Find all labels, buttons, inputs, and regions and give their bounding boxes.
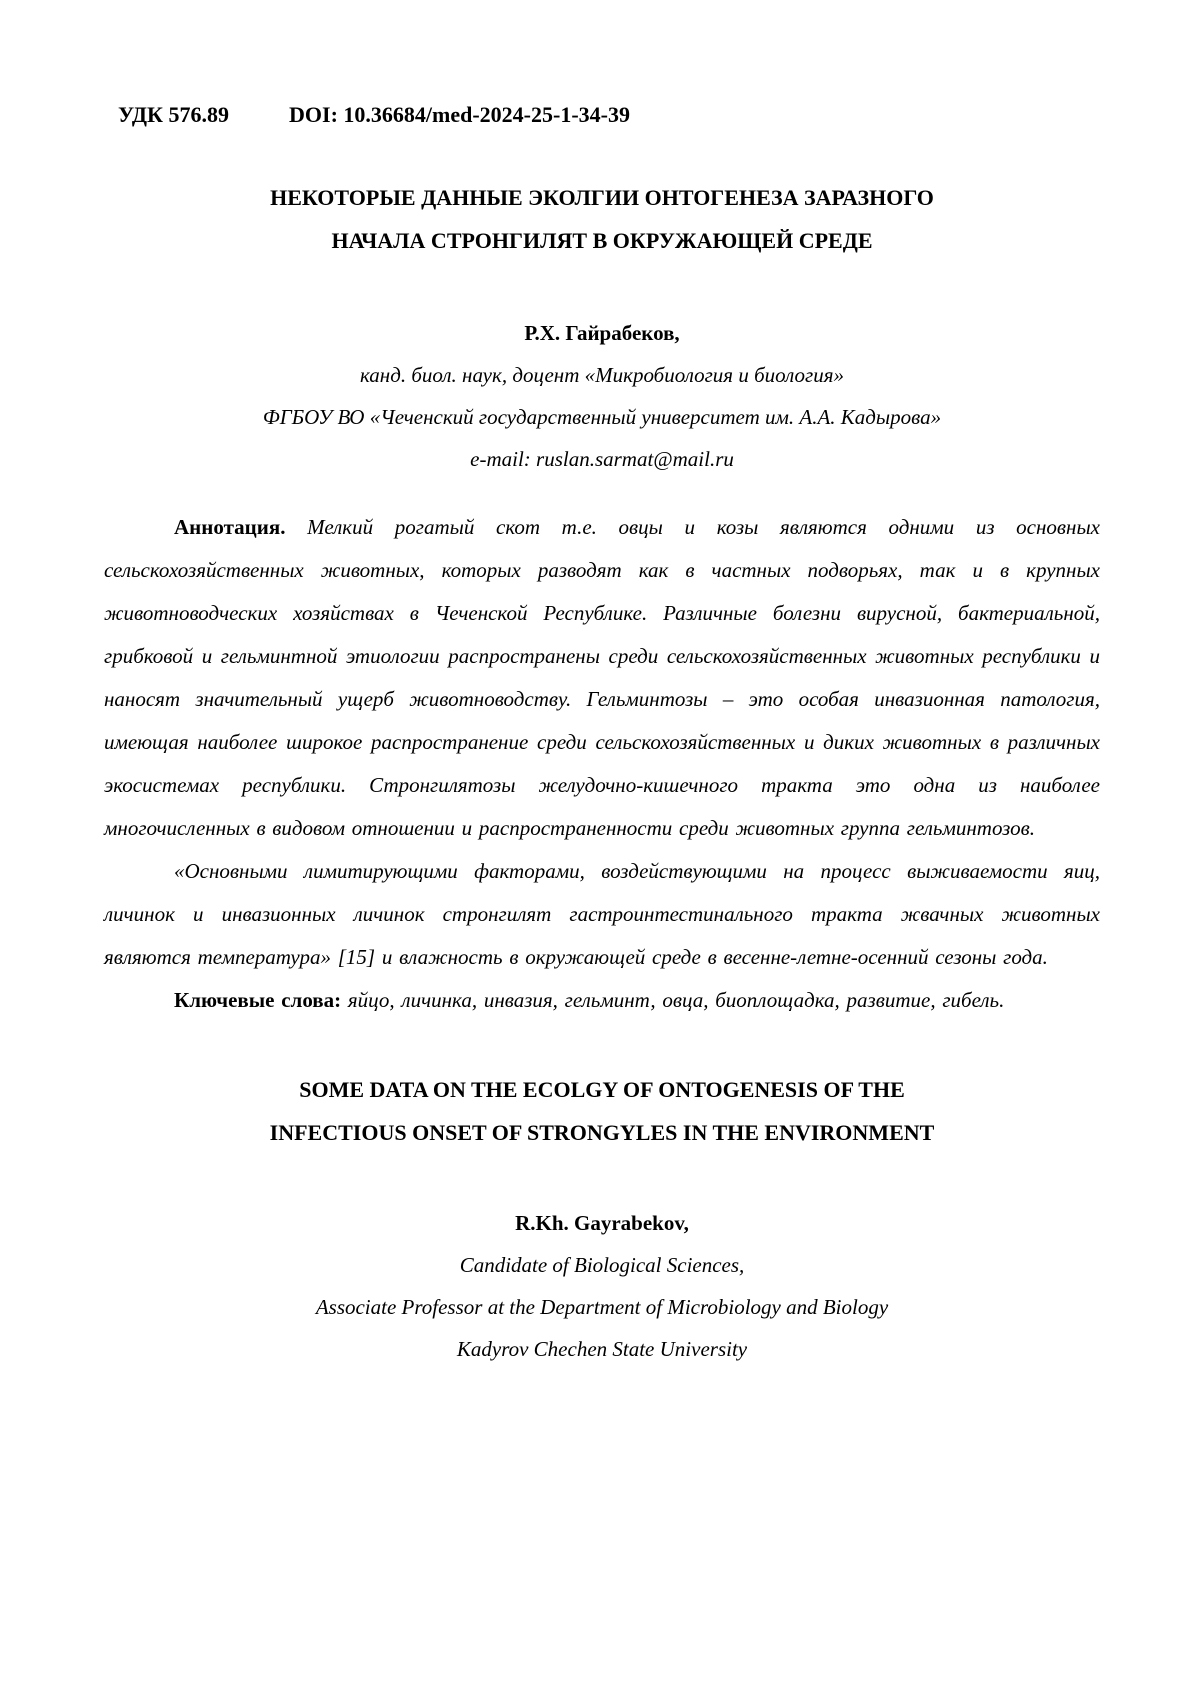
russian-author-degree: канд. биол. наук, доцент «Микробиология и биология» (360, 363, 844, 387)
english-author-position: Associate Professor at the Department of Microbiology and Biology (315, 1295, 889, 1319)
keywords-label: Ключевые слова: (174, 988, 342, 1012)
udk-code: УДК 576.89 (118, 102, 230, 127)
russian-author-block (104, 312, 1100, 480)
abstract-section (104, 506, 1100, 1022)
russian-author-email: e-mail: ruslan.sarmat@mail.ru (470, 447, 734, 471)
abstract-text-2: «Основными лимитирующими факторами, воздействующими на процесс выживаемости яиц, личинок и инвазионных личинок стронгилят гастроинтестинального тракта жвачных животных являются температура» [15] и влажность в окружающей среде в весенне-летне-осенний сезоны года. (104, 859, 1100, 969)
abstract-paragraph-1 (104, 506, 1100, 850)
russian-title-line-2: НАЧАЛА СТРОНГИЛЯТ В ОКРУЖАЮЩЕЙ СРЕДЕ (331, 228, 873, 253)
english-title-line-2: INFECTIOUS ONSET OF STRONGYLES IN THE ENVIRONMENT (269, 1120, 935, 1145)
keywords-text: яйцо, личинка, инвазия, гельминт, овца, биоплощадка, развитие, гибель. (347, 988, 1005, 1012)
english-author-name: R.Kh. Gayrabekov, (515, 1211, 689, 1235)
document-header (104, 100, 1100, 130)
russian-author-affiliation: ФГБОУ ВО «Чеченский государственный университет им. А.А. Кадырова» (262, 405, 942, 429)
english-author-block (104, 1202, 1100, 1370)
abstract-paragraph-2 (104, 850, 1100, 979)
abstract-label: Аннотация. (174, 515, 286, 539)
english-author-affiliation: Kadyrov Chechen State University (456, 1337, 748, 1361)
english-author-degree: Candidate of Biological Sciences, (459, 1253, 745, 1277)
english-title (104, 1068, 1100, 1154)
russian-title (104, 176, 1100, 262)
russian-title-line-1: НЕКОТОРЫЕ ДАННЫЕ ЭКОЛГИИ ОНТОГЕНЕЗА ЗАРАЗНОГО (270, 185, 934, 210)
russian-author-name: Р.Х. Гайрабеков, (524, 321, 680, 345)
abstract-text-1: Мелкий рогатый скот т.е. овцы и козы являются одними из основных сельскохозяйственных животных, которых разводят как в частных подворьях, так и в крупных животноводческих хозяйствах в Чеченской Республике. Различные болезни вирусной, бактериальной, грибковой и гельминтной этиологии распространены среди сельскохозяйственных животных республики и наносят значительный ущерб животноводству. Гельминтозы – это особая инвазионная патология, имеющая наиболее широкое распространение среди сельскохозяйственных и диких животных в различных экосистемах республики. Стронгилятозы желудочно-кишечного тракта это одна из наиболее многочисленных в видовом отношении и распространенности среди животных группа гельминтозов. (104, 515, 1100, 840)
doi-code: DOI: 10.36684/med-2024-25-1-34-39 (289, 102, 630, 127)
keywords-paragraph (104, 979, 1100, 1022)
english-title-line-1: SOME DATA ON THE ECOLGY OF ONTOGENESIS OF THE (299, 1077, 905, 1102)
